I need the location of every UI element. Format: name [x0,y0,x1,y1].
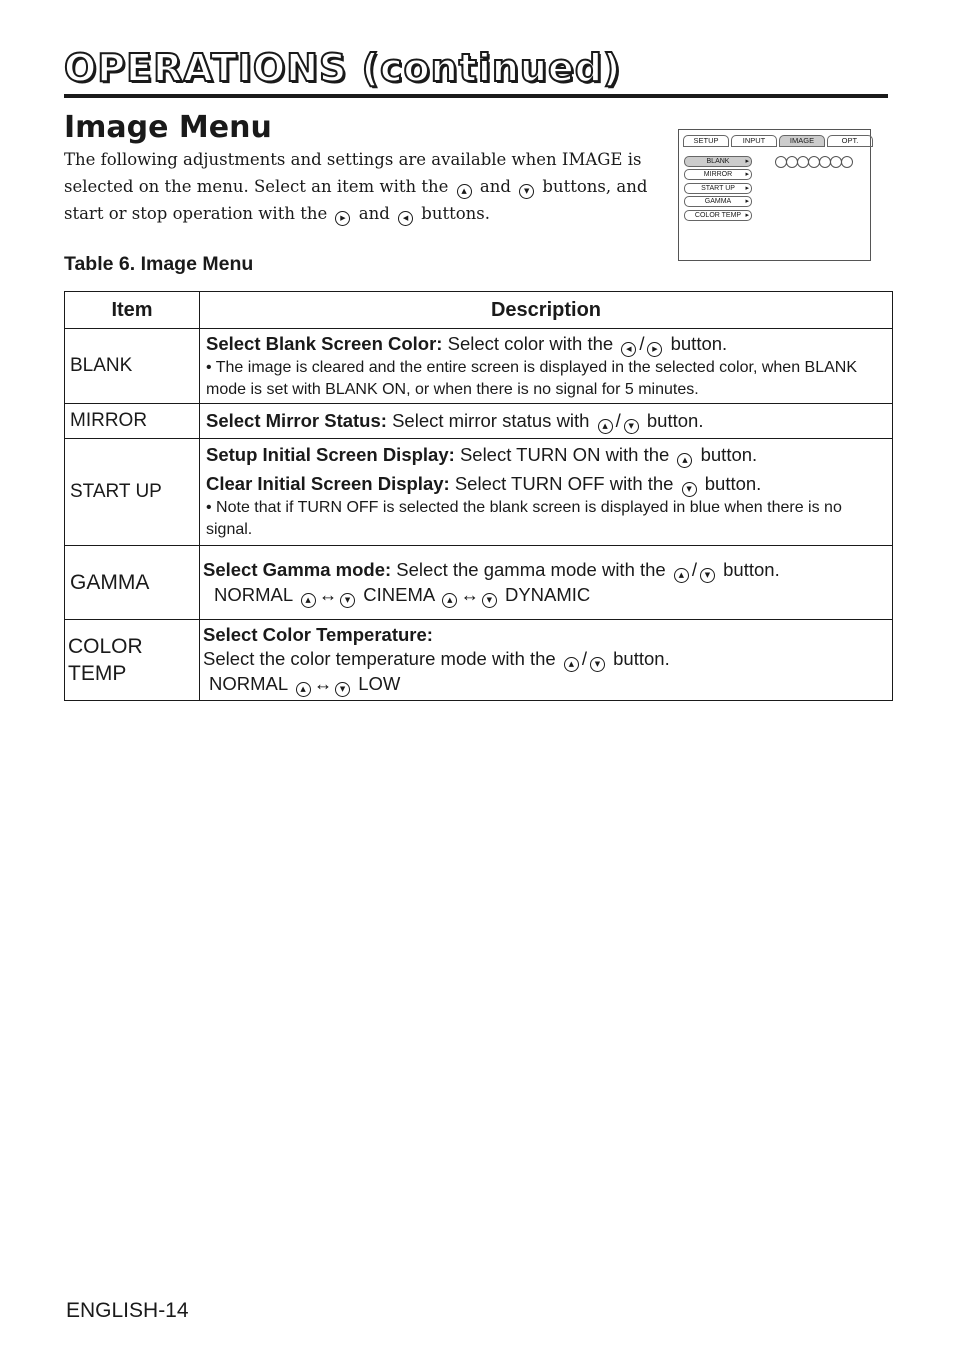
description-start-up [200,439,893,546]
table-row-start-up [65,439,893,546]
colortemp-mode-normal: NORMAL [209,673,288,694]
page-number: ENGLISH-14 [66,1299,189,1322]
intro-and-1: and [479,177,511,196]
up-button-icon: ▲ [442,593,457,608]
table-row-gamma [65,546,893,620]
startup-label-2: Clear Initial Screen Display: [206,473,450,494]
header-item: Item [65,292,200,329]
down-button-icon: ▼ [700,568,715,583]
item-color-temp [65,620,200,701]
section-title: Image Menu [64,110,272,145]
intro-text-1: The following adjustments and settings are available when IMAGE is selected on the menu. Select an item with the [64,150,642,196]
item-color-temp-line2: TEMP [68,662,127,685]
blank-text: Select color with the [447,332,614,354]
slash-separator: / [581,648,587,669]
description-color-temp [200,620,893,701]
blank-note: • The image is cleared and the entire screen is displayed in the selected color, when BLANK mode is set with BLANK ON, or when there is no signal for 5 minutes. [206,358,858,398]
header-description: Description [200,292,893,329]
down-button-icon: ▼ [335,682,350,697]
down-button-icon: ▼ [340,593,355,608]
blank-text-post: button. [670,332,728,354]
image-menu-table [64,291,893,701]
startup-text-2-post: button. [704,473,762,494]
arrow-icon: ↔ [318,583,338,605]
osd-item-mirror: MIRROR ▸ [684,169,752,180]
gamma-text-post: button. [723,558,780,580]
description-blank [200,329,893,404]
osd-color-swatches [775,156,852,168]
right-button-icon: ▶ [647,342,662,357]
slash-separator: / [691,558,697,580]
intro-paragraph [64,146,654,227]
osd-tab-setup: SETUP [683,135,729,147]
down-button-icon: ▼ [482,593,497,608]
osd-swatch [841,156,853,168]
osd-item-list [684,156,752,223]
blank-label: Select Blank Screen Color: [206,332,443,354]
down-button-icon: ▼ [682,482,697,497]
gamma-text: Select the gamma mode with the [396,558,666,580]
gamma-mode-dynamic: DYNAMIC [504,583,591,605]
startup-label-1: Setup Initial Screen Display: [206,444,455,465]
table-caption: Table 6. Image Menu [64,253,254,275]
up-button-icon: ▲ [564,657,579,672]
osd-tab-image: IMAGE [779,135,825,147]
down-button-icon: ▼ [519,184,534,199]
header-divider [64,94,888,98]
osd-item-gamma: GAMMA ▸ [684,196,752,207]
osd-tab-row [683,135,875,147]
startup-note: • Note that if TURN OFF is selected the blank screen is displayed in blue when there is no signal. [206,499,842,538]
item-color-temp-line1: COLOR [68,635,143,658]
table-header-row [65,292,893,329]
up-button-icon: ▲ [598,419,613,434]
up-button-icon: ▲ [674,568,689,583]
colortemp-mode-low: LOW [358,673,401,694]
osd-menu-illustration [678,129,871,261]
colortemp-label: Select Color Temperature: [203,624,433,645]
page-header-title: OPERATIONS (continued) [64,46,622,90]
colortemp-text-post: button. [613,648,670,669]
osd-item-color-temp: COLOR TEMP ▸ [684,210,752,221]
startup-text-1-post: button. [700,444,758,465]
startup-text-2: Select TURN OFF with the [454,473,674,494]
mirror-label: Select Mirror Status: [206,409,387,431]
arrow-icon: ↔ [460,583,479,605]
osd-item-start-up: START UP ▸ [684,183,752,194]
table-row-color-temp [65,620,893,701]
table-row-blank [65,329,893,404]
startup-text-1: Select TURN ON with the [459,444,670,465]
arrow-icon: ↔ [313,673,333,694]
down-button-icon: ▼ [590,657,605,672]
intro-text-3: buttons. [421,204,490,223]
down-button-icon: ▼ [624,419,639,434]
osd-tab-opt: OPT. [827,135,873,147]
item-start-up: START UP [65,439,200,546]
up-button-icon: ▲ [457,184,472,199]
gamma-mode-normal: NORMAL [214,583,293,605]
slash-separator: / [639,332,645,354]
table-row-mirror [65,404,893,439]
gamma-mode-cinema: CINEMA [363,583,435,605]
up-button-icon: ▲ [301,593,316,608]
mirror-text: Select mirror status with [392,409,590,431]
left-button-icon: ◀ [398,211,413,226]
description-gamma [200,546,893,620]
up-button-icon: ▲ [296,682,311,697]
slash-separator: / [615,409,621,431]
description-mirror [200,404,893,439]
gamma-label: Select Gamma mode: [203,558,392,580]
left-button-icon: ◀ [621,342,636,357]
intro-and-2: and [358,204,390,223]
up-button-icon: ▲ [677,453,692,468]
right-button-icon: ▶ [335,211,350,226]
mirror-text-post: button. [646,409,704,431]
item-gamma: GAMMA [65,546,200,620]
intro-text-2: buttons, and start or stop operation with the [64,177,648,223]
osd-item-blank: BLANK ▸ [684,156,752,167]
item-blank: BLANK [65,329,200,404]
item-mirror: MIRROR [65,404,200,439]
colortemp-text: Select the color temperature mode with the [203,648,556,669]
osd-tab-input: INPUT [731,135,777,147]
